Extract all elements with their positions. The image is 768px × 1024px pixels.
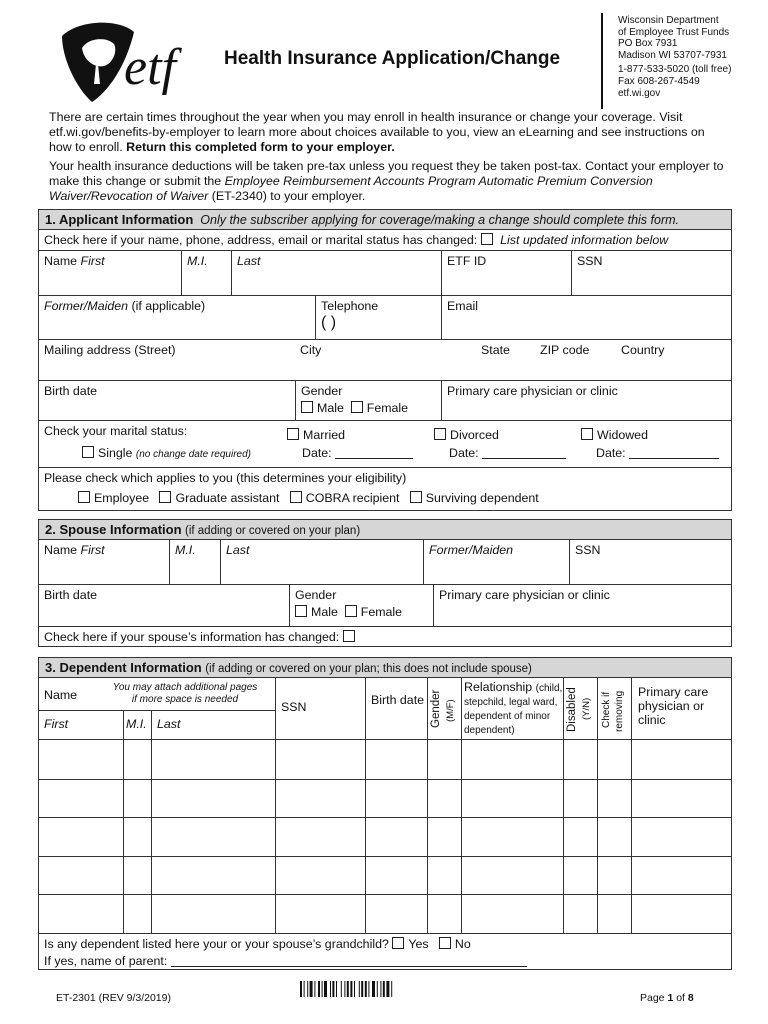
intro-text: There are certain times throughout the year when you may enroll in health insurance or change your coverage. Visit etf.wi.gov/benefits-by-employer to learn more about choices available to you, view an eLearning and see instructions on how to enroll. Return this completed form to your employer. Your health insurance deductions will be taken pre-tax unless you request they be taken post-tax. Contact your employer to make this change or submit the Employee Reimbursement Accounts Program Automatic Premium Conversion Waiver/Revocation of Waiver (ET-2340) to your employer. xyxy=(49,110,724,203)
barcode-bar xyxy=(361,981,363,997)
cobra-checkbox[interactable] xyxy=(290,491,302,503)
barcode-bar xyxy=(380,981,381,997)
widowed-date-field[interactable]: Date: xyxy=(591,443,731,460)
dependent-cell[interactable] xyxy=(563,740,597,779)
agency-line: 1-877-533-5020 (toll free) xyxy=(618,64,732,76)
dependent-cell[interactable] xyxy=(123,740,151,779)
section-2-header: 2. Spouse Information (if adding or covered on your plan) xyxy=(39,520,731,540)
spouse-section xyxy=(38,519,732,647)
spouse-first-name-field[interactable]: Name First xyxy=(44,543,105,557)
section-1-header: 1. Applicant Information Only the subscriber applying for coverage/making a change should complete this form. xyxy=(39,210,731,230)
spouse-gender-field: Gender Male Female xyxy=(289,585,433,626)
spouse-former-name-field[interactable]: Former/Maiden xyxy=(423,540,569,584)
dependent-cell[interactable] xyxy=(151,895,275,933)
agency-line: of Employee Trust Funds xyxy=(618,26,730,38)
dependent-cell[interactable] xyxy=(597,740,631,779)
barcode-bar xyxy=(350,981,352,997)
zip-field[interactable]: ZIP code xyxy=(540,343,590,357)
dependent-cell[interactable] xyxy=(461,895,563,933)
barcode xyxy=(300,981,448,1003)
page-number: Page 1 of 8 xyxy=(640,992,694,1004)
graduate-assistant-checkbox[interactable] xyxy=(159,491,171,503)
grandchild-yes-checkbox[interactable] xyxy=(392,937,404,949)
dependent-row xyxy=(39,894,731,933)
barcode-bar xyxy=(300,981,302,997)
barcode-bar xyxy=(322,981,323,997)
state-field[interactable]: State xyxy=(481,343,510,357)
single-checkbox[interactable] xyxy=(82,446,94,458)
etf-logo xyxy=(58,18,206,104)
dependent-cell[interactable] xyxy=(123,818,151,856)
parent-name-field[interactable]: If yes, name of parent: xyxy=(39,951,731,969)
barcode-bar xyxy=(347,981,349,997)
info-changed-checkbox[interactable] xyxy=(481,233,493,245)
dependent-cell[interactable] xyxy=(365,780,427,818)
dependent-cell[interactable] xyxy=(151,780,275,818)
barcode-bar xyxy=(368,981,369,997)
spouse-birth-date-field[interactable]: Birth date xyxy=(44,588,98,602)
header-divider xyxy=(601,13,603,109)
dependent-cell[interactable] xyxy=(631,740,731,779)
name-column-label: Name xyxy=(44,688,78,702)
barcode-bar xyxy=(391,981,392,997)
dependent-cell[interactable] xyxy=(427,740,461,779)
dependent-cell[interactable] xyxy=(275,818,365,856)
dependent-cell[interactable] xyxy=(461,857,563,895)
gender-column-label: Gender (M/F) xyxy=(427,678,461,739)
former-name-field[interactable]: Former/Maiden (if applicable) xyxy=(44,299,206,313)
barcode-bar xyxy=(344,981,345,997)
dependent-cell[interactable] xyxy=(597,780,631,818)
barcode-bar xyxy=(314,981,315,997)
dependent-row xyxy=(39,817,731,856)
spouse-changed-checkbox[interactable] xyxy=(343,630,355,642)
agency-line: Fax 608-267-4549 xyxy=(618,75,700,87)
dependent-cell[interactable] xyxy=(365,818,427,856)
barcode-bar xyxy=(341,981,342,997)
dependent-cell[interactable] xyxy=(365,895,427,933)
first-column-label: First xyxy=(44,717,69,731)
eligibility-label: Please check which applies to you (this determines your eligibility) xyxy=(44,471,407,485)
barcode-bar xyxy=(377,981,378,997)
physician-field[interactable]: Primary care physician or clinic xyxy=(441,381,731,420)
dependent-cell[interactable] xyxy=(631,857,731,895)
page-title: Health Insurance Application/Change xyxy=(224,48,561,69)
barcode-bar xyxy=(332,981,334,997)
dependent-cell[interactable] xyxy=(151,857,275,895)
employee-checkbox[interactable] xyxy=(78,491,90,503)
dependent-cell[interactable] xyxy=(39,857,123,895)
grandchild-no-checkbox[interactable] xyxy=(439,937,451,949)
gender-field: Gender Male Female xyxy=(295,381,441,420)
agency-line: Wisconsin Department xyxy=(618,15,719,26)
disabled-column-label: Disabled (Y/N) xyxy=(563,678,597,739)
birth-date-column-label: Birth date xyxy=(365,678,427,739)
divorced-date-field[interactable]: Date: xyxy=(444,443,574,460)
marital-status-row: Check your marital status: xyxy=(44,424,188,438)
dependent-cell[interactable] xyxy=(427,818,461,856)
barcode-bar xyxy=(383,981,385,997)
married-date-field[interactable]: Date: xyxy=(297,443,427,460)
dependent-cell[interactable] xyxy=(563,895,597,933)
dependent-cell[interactable] xyxy=(275,857,365,895)
first-name-field[interactable]: Name First xyxy=(44,254,105,268)
spouse-female-checkbox[interactable] xyxy=(345,605,357,617)
spouse-ssn-field[interactable]: SSN xyxy=(569,540,731,584)
barcode-bar xyxy=(372,981,375,997)
dependent-cell[interactable] xyxy=(427,780,461,818)
divorced-checkbox[interactable] xyxy=(434,428,446,440)
dependent-cell[interactable] xyxy=(461,818,563,856)
dependent-cell[interactable] xyxy=(151,740,275,779)
spouse-last-name-field[interactable]: Last xyxy=(220,540,423,584)
grandchild-question: Is any dependent listed here your or your spouse’s grandchild? Yes No xyxy=(44,937,471,951)
mi-field[interactable]: M.I. xyxy=(181,251,231,295)
dependent-cell[interactable] xyxy=(461,780,563,818)
street-field[interactable]: Mailing address (Street) xyxy=(44,343,176,357)
barcode-bar xyxy=(359,981,360,997)
dependent-cell[interactable] xyxy=(563,857,597,895)
form-id: ET-2301 (REV 9/3/2019) xyxy=(56,992,171,1004)
dependent-cell[interactable] xyxy=(597,857,631,895)
barcode-bar xyxy=(386,981,389,997)
dependent-cell[interactable] xyxy=(151,818,275,856)
dependent-cell[interactable] xyxy=(365,857,427,895)
physician-column-label: Primary care physician or clinic xyxy=(631,678,731,739)
dependent-cell[interactable] xyxy=(427,895,461,933)
etf-id-field[interactable]: ETF ID xyxy=(441,251,571,295)
surviving-dependent-checkbox[interactable] xyxy=(410,491,422,503)
agency-address xyxy=(618,15,731,99)
relationship-column-label: Relationship (child, stepchild, legal ward, dependent of minor dependent) xyxy=(461,678,563,739)
attach-note: You may attach additional pages if more space is needed xyxy=(112,682,258,705)
dependent-cell[interactable] xyxy=(597,895,631,933)
dependent-cell[interactable] xyxy=(275,780,365,818)
ssn-field[interactable]: SSN xyxy=(571,251,731,295)
dependent-cell[interactable] xyxy=(631,895,731,933)
removing-column-label: Check if removing xyxy=(597,678,631,739)
applicant-section: 1. Applicant Information Only the subscriber applying for coverage/making a change should complete this form. Check here if your name, phone, address, email or marital status has changed: List updated information below Name First M.I. Last ETF ID SSN Former/Maiden (if applicable) Telephone ( ) Email Mailing address (Street) City State ZIP code Country Birth date Gender Male Female Primary care physician or clinic Check your marital status: Married Divorced Widowed Single (no change date required) Date: Date: Date: Please check which applies to you (this determines your eligibility) Employee Graduate assistant COBRA recipient Surviving dependent xyxy=(38,209,732,511)
barcode-bar xyxy=(307,981,308,997)
last-name-field[interactable]: Last xyxy=(231,251,441,295)
dependent-cell[interactable] xyxy=(39,740,123,779)
dependent-cell[interactable] xyxy=(563,780,597,818)
dependent-section xyxy=(38,657,732,970)
dependent-cell[interactable] xyxy=(563,818,597,856)
barcode-bar xyxy=(330,981,331,997)
agency-line: etf.wi.gov xyxy=(618,87,661,99)
dependent-cell[interactable] xyxy=(123,895,151,933)
dependent-cell[interactable] xyxy=(275,740,365,779)
agency-line: PO Box 7931 xyxy=(618,38,678,50)
spouse-physician-field[interactable]: Primary care physician or clinic xyxy=(433,585,731,626)
ssn-column-label: SSN xyxy=(275,678,365,739)
logo-text: etf xyxy=(124,39,176,96)
widowed-checkbox[interactable] xyxy=(581,428,593,440)
last-column-label: Last xyxy=(151,711,275,739)
eligibility-options: Employee Graduate assistant COBRA recipient Surviving dependent xyxy=(73,488,733,505)
dependent-row xyxy=(39,779,731,818)
dependent-cell[interactable] xyxy=(123,780,151,818)
female-checkbox[interactable] xyxy=(351,401,363,413)
dependent-rows xyxy=(39,740,731,933)
email-field[interactable]: Email xyxy=(441,296,731,339)
spouse-mi-field[interactable]: M.I. xyxy=(169,540,220,584)
barcode-bar xyxy=(354,981,355,997)
barcode-bar xyxy=(310,981,313,997)
dependent-cell[interactable] xyxy=(631,780,731,818)
mi-column-label: M.I. xyxy=(123,711,151,739)
dependent-row xyxy=(39,856,731,895)
dependent-cell[interactable] xyxy=(365,740,427,779)
city-field[interactable]: City xyxy=(300,343,322,357)
barcode-bar xyxy=(318,981,320,997)
dependent-cell[interactable] xyxy=(39,895,123,933)
dependent-row xyxy=(39,740,731,779)
male-checkbox[interactable] xyxy=(301,401,313,413)
barcode-bar xyxy=(324,981,327,997)
agency-line: Madison WI 53707-7931 xyxy=(618,49,727,61)
barcode-bar xyxy=(365,981,367,997)
section-3-header: 3. Dependent Information (if adding or covered on your plan; this does not include spouse) xyxy=(39,658,731,678)
barcode-bar xyxy=(336,981,337,997)
changed-row: Check here if your name, phone, address, email or marital status has changed: List updated information below xyxy=(44,233,669,247)
spouse-male-checkbox[interactable] xyxy=(295,605,307,617)
dependent-cell[interactable] xyxy=(461,740,563,779)
telephone-field[interactable]: Telephone ( ) xyxy=(315,296,441,339)
country-field[interactable]: Country xyxy=(621,343,665,357)
dependent-cell[interactable] xyxy=(427,857,461,895)
dependent-cell[interactable] xyxy=(39,818,123,856)
spouse-changed-row: Check here if your spouse’s information has changed: xyxy=(39,627,731,647)
dependent-cell[interactable] xyxy=(631,818,731,856)
birth-date-field[interactable]: Birth date xyxy=(44,384,98,398)
dependent-cell[interactable] xyxy=(123,857,151,895)
barcode-bar xyxy=(304,981,305,997)
dependent-cell[interactable] xyxy=(275,895,365,933)
married-checkbox[interactable] xyxy=(287,428,299,440)
dependent-cell[interactable] xyxy=(597,818,631,856)
dependent-cell[interactable] xyxy=(39,780,123,818)
